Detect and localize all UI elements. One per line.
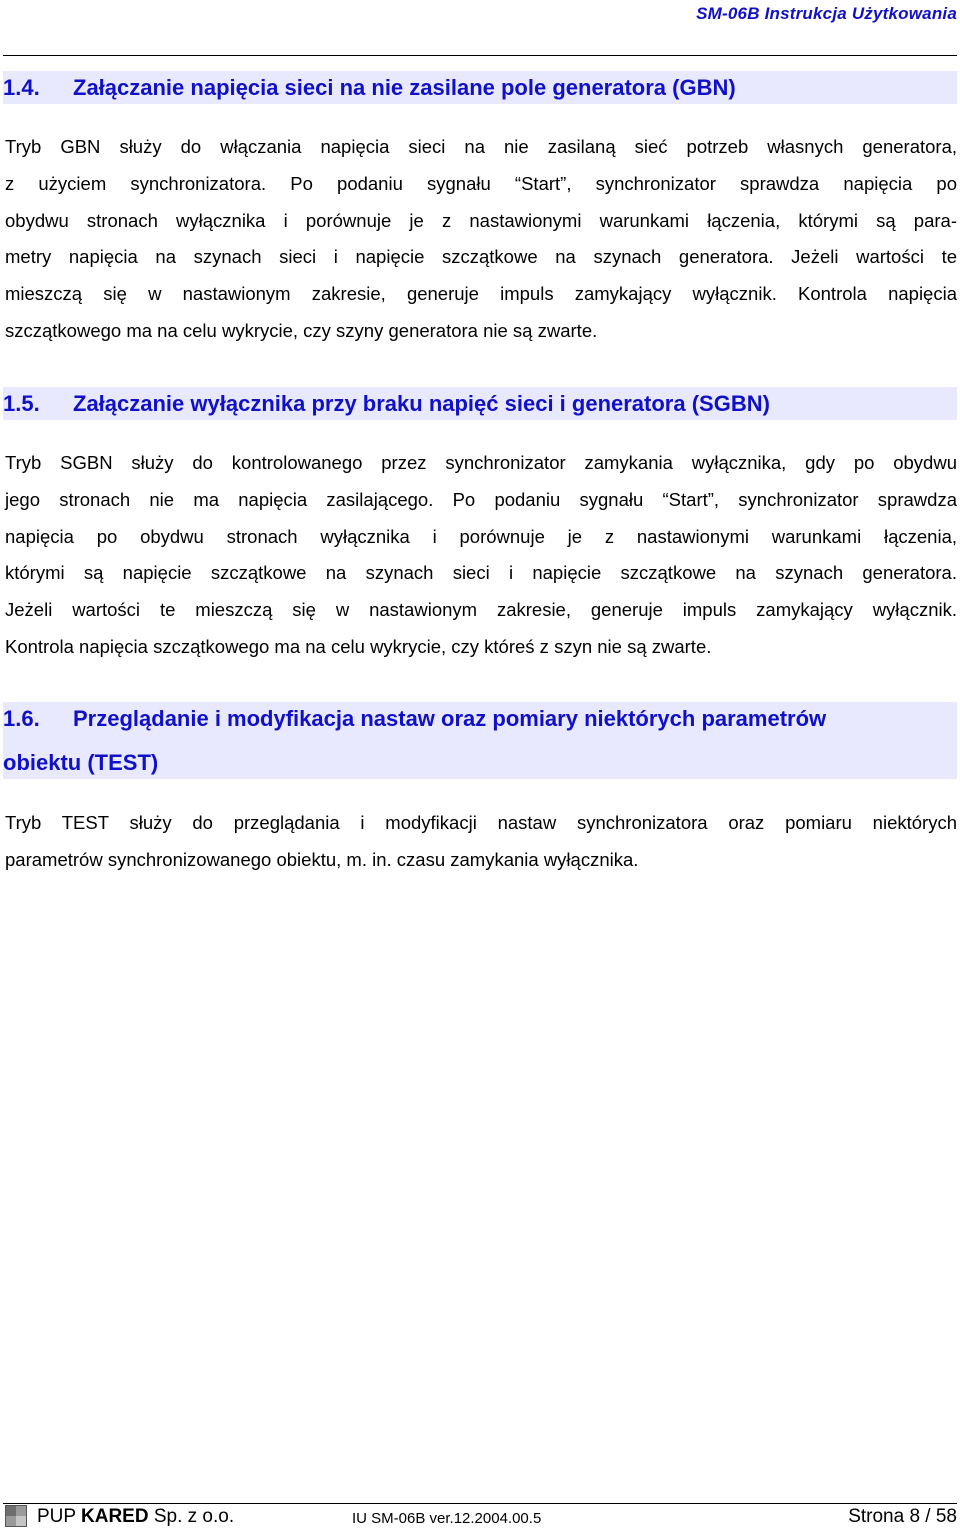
footer-page-number: Strona 8 / 58 [848,1506,957,1527]
section-paragraph-1-4 [5,129,957,350]
footer-divider [3,1503,957,1504]
section-title: Przeglądanie i modyfikacja nastaw oraz pomiary niektórych parametrów [73,706,827,731]
footer-company-name [37,1507,234,1527]
paragraph-line: Tryb TEST służy do przeglądania i modyfikacji nastaw synchronizatora oraz pomiaru niektórych [5,812,957,833]
paragraph-line: parametrów synchronizowanego obiektu, m. in. czasu zamykania wyłącznika. [5,848,639,870]
company-prefix: PUP [37,1506,82,1527]
paragraph-line: którymi są napięcie szczątkowe na szynach sieci i napięcie szczątkowe na szynach generatora. [5,562,957,584]
section-paragraph-1-5 [5,445,957,666]
document-header-title: SM-06B Instrukcja Użytkowania [696,4,957,23]
paragraph-line: z użyciem synchronizatora. Po podaniu sygnału “Start”, synchronizator sprawdza napięcia po [5,172,957,194]
section-number: 1.6. [3,706,40,731]
paragraph-line: metry napięcia na szynach sieci i napięcie szczątkowe na szynach generatora. Jeżeli wartości te [5,246,957,268]
paragraph-line: mieszczą się w nastawionym zakresie, generuje impuls zamykający wyłącznik. Kontrola napięcia [5,283,957,305]
section-heading-1-5 [3,387,957,420]
paragraph-line: szczątkowego ma na celu wykrycie, czy szyny generatora nie są zwarte. [5,319,598,341]
paragraph-line: Tryb SGBN służy do kontrolowanego przez synchronizator zamykania wyłącznika, gdy po obydwu [5,452,957,473]
company-logo-squares-icon [5,1505,27,1527]
section-paragraph-1-6 [5,805,957,879]
section-heading-line [3,71,957,104]
section-title: Załączanie wyłącznika przy braku napięć sieci i generatora (SGBN) [73,391,770,416]
company-bold-name: KARED [81,1506,149,1527]
section-heading-line [3,702,957,735]
section-title-continued: obiektu (TEST) [3,750,159,775]
paragraph-line: Jeżeli wartości te mieszczą się w nastawionym zakresie, generuje impuls zamykający wyłącznik. [5,599,957,621]
section-heading-1-6 [3,702,957,779]
section-title: Załączanie napięcia sieci na nie zasilane pole generatora (GBN) [73,75,736,100]
section-heading-line [3,387,957,420]
section-heading-line [3,746,957,779]
header-divider [3,55,957,56]
paragraph-line: Kontrola napięcia szczątkowego ma na celu wykrycie, czy któreś z szyn nie są zwarte. [5,635,712,657]
paragraph-line: Tryb GBN służy do włączania napięcia sieci na nie zasilaną sieć potrzeb własnych generatora, [5,136,957,157]
company-suffix: Sp. z o.o. [148,1506,235,1527]
section-heading-1-4 [3,71,957,104]
section-number: 1.5. [3,391,40,416]
paragraph-line: obydwu stronach wyłącznika i porównuje je z nastawionymi warunkami łączenia, którymi są para- [5,209,957,231]
paragraph-line: napięcia po obydwu stronach wyłącznika i porównuje je z nastawionymi warunkami łączenia, [5,525,957,547]
footer-document-id: IU SM-06B ver.12.2004.00.5 [352,1510,542,1527]
paragraph-line: jego stronach nie ma napięcia zasilającego. Po podaniu sygnału “Start”, synchronizator sprawdza [5,488,957,510]
section-number: 1.4. [3,75,40,100]
